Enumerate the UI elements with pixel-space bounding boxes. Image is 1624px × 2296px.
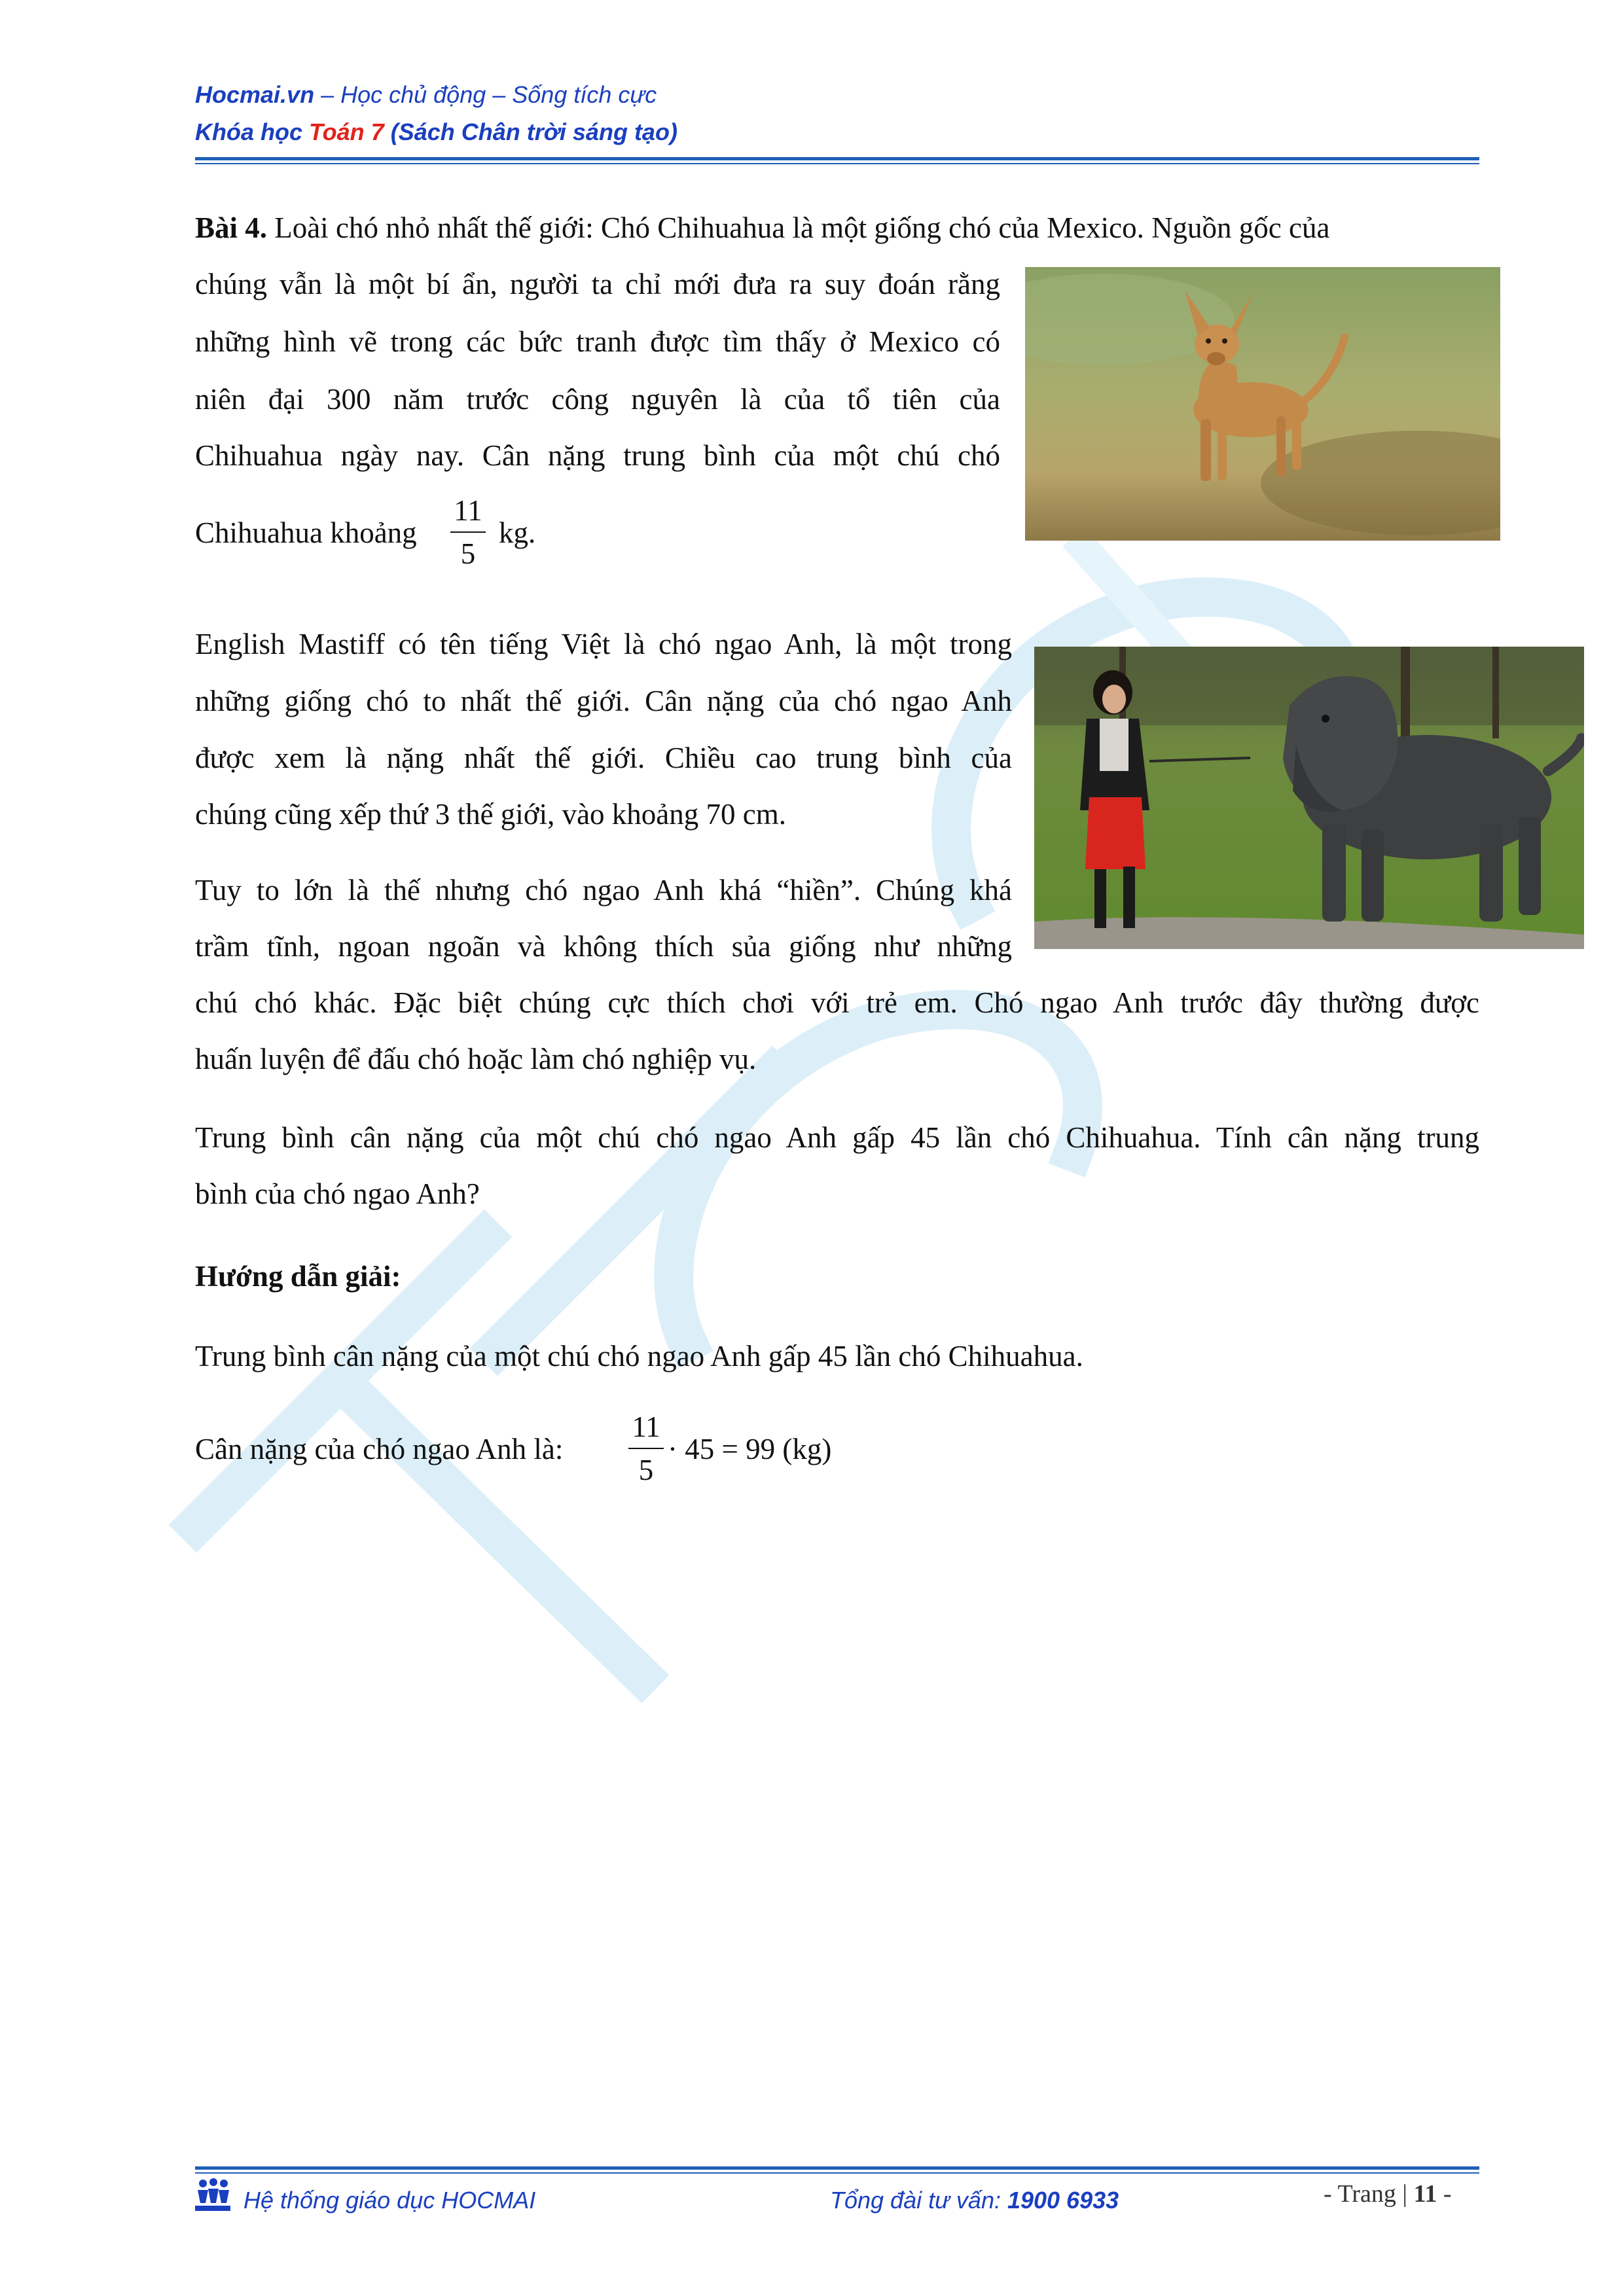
question-line: bình của chó ngao Anh? (195, 1177, 480, 1210)
solution-line: Trung bình cân nặng của một chú chó ngao Anh gấp 45 lần chó Chihuahua. (195, 1340, 1083, 1372)
weight-fraction (450, 492, 486, 572)
temperament-line: huấn luyện để đấu chó hoặc làm chó nghiệp vụ. (195, 1043, 757, 1075)
chihuahua-photo (1025, 267, 1500, 541)
calc-denominator: 5 (638, 1454, 654, 1486)
problem-first-line (195, 199, 1479, 257)
header-line-2 (195, 118, 677, 147)
question-line: Trung bình cân nặng của một chú chó ngao Anh gấp 45 lần chó Chihuahua. Tính cân nặng trung (195, 1121, 1479, 1154)
temperament-line: chú chó khác. Đặc biệt chúng cực thích chơi với trẻ em. Chó ngao Anh trước đây thường được (195, 986, 1479, 1019)
problem-label: Bài 4. (195, 211, 268, 244)
temperament-line: trầm tĩnh, ngoan ngoãn và không thích sủa giống như những (195, 930, 1012, 963)
solution-heading-text: Hướng dẫn giải: (195, 1260, 401, 1293)
solution-heading (195, 1247, 401, 1305)
problem-para-line: niên đại 300 năm trước công nguyên là của tổ tiên của (195, 383, 1000, 416)
footer-system-label: Hệ thống giáo dục (244, 2187, 442, 2214)
footer-system (244, 2186, 535, 2215)
mastiff-para-line: English Mastiff có tên tiếng Việt là chó ngao Anh, là một trong (195, 628, 1012, 660)
hotline-number: 1900 6933 (1007, 2187, 1119, 2214)
hotline-label: Tổng đài tư vấn: (830, 2187, 1007, 2214)
course-prefix: Khóa học (195, 118, 310, 145)
calc-result: · 45 = 99 (kg) (668, 1433, 832, 1465)
calc-fraction-bar (628, 1448, 664, 1449)
footer-brand: HOCMAI (441, 2187, 536, 2214)
footer-rule-thin (195, 2172, 1479, 2174)
mastiff-para-line: những giống chó to nhất thế giới. Cân nặng của chó ngao Anh (195, 685, 1012, 717)
footer-rule (195, 2166, 1479, 2170)
hocmai-logo-icon (194, 2177, 232, 2212)
calc-prefix: Cân nặng của chó ngao Anh là: (195, 1433, 564, 1465)
fraction-denominator: 5 (460, 537, 476, 570)
problem-para-line: những hình vẽ trong các bức tranh được tìm thấy ở Mexico có (195, 325, 1000, 358)
footer-hotline (830, 2186, 1119, 2215)
fraction-numerator: 11 (454, 494, 482, 527)
temperament-line: Tuy to lớn là thế nhưng chó ngao Anh khá “hiền”. Chúng khá (195, 874, 1012, 906)
page-number: 11 (1413, 2180, 1437, 2208)
header-line-1 (195, 81, 657, 109)
problem-intro: Loài chó nhỏ nhất thế giới: Chó Chihuahua là một giống chó của Mexico. Nguồn gốc của (267, 211, 1330, 244)
site-name[interactable]: Hocmai.vn (195, 81, 315, 108)
problem-para-line: Chihuahua ngày nay. Cân nặng trung bình của một chú chó (195, 439, 1000, 472)
header-rule (195, 157, 1479, 160)
page-suffix: - (1437, 2180, 1452, 2208)
calc-numerator: 11 (632, 1410, 660, 1443)
calc-fraction (628, 1408, 664, 1488)
fraction-bar (450, 531, 486, 533)
page-label: - Trang | (1324, 2180, 1414, 2208)
header-rule-thin (195, 163, 1479, 164)
weight-prefix: Chihuahua khoảng (195, 516, 417, 549)
course-book: (Sách Chân trời sáng tạo) (384, 118, 677, 145)
course-subject: Toán 7 (309, 118, 384, 145)
slogan: – Học chủ động – Sống tích cực (314, 81, 657, 108)
mastiff-para-line: được xem là nặng nhất thế giới. Chiều cao trung bình của (195, 742, 1012, 774)
mastiff-photo (1034, 647, 1584, 949)
weight-unit: kg. (499, 516, 536, 549)
problem-para-line: chúng vẫn là một bí ẩn, người ta chỉ mới đưa ra suy đoán rằng (195, 268, 1000, 300)
mastiff-para-line: chúng cũng xếp thứ 3 thế giới, vào khoảng 70 cm. (195, 798, 787, 831)
page-indicator (1324, 2179, 1452, 2208)
